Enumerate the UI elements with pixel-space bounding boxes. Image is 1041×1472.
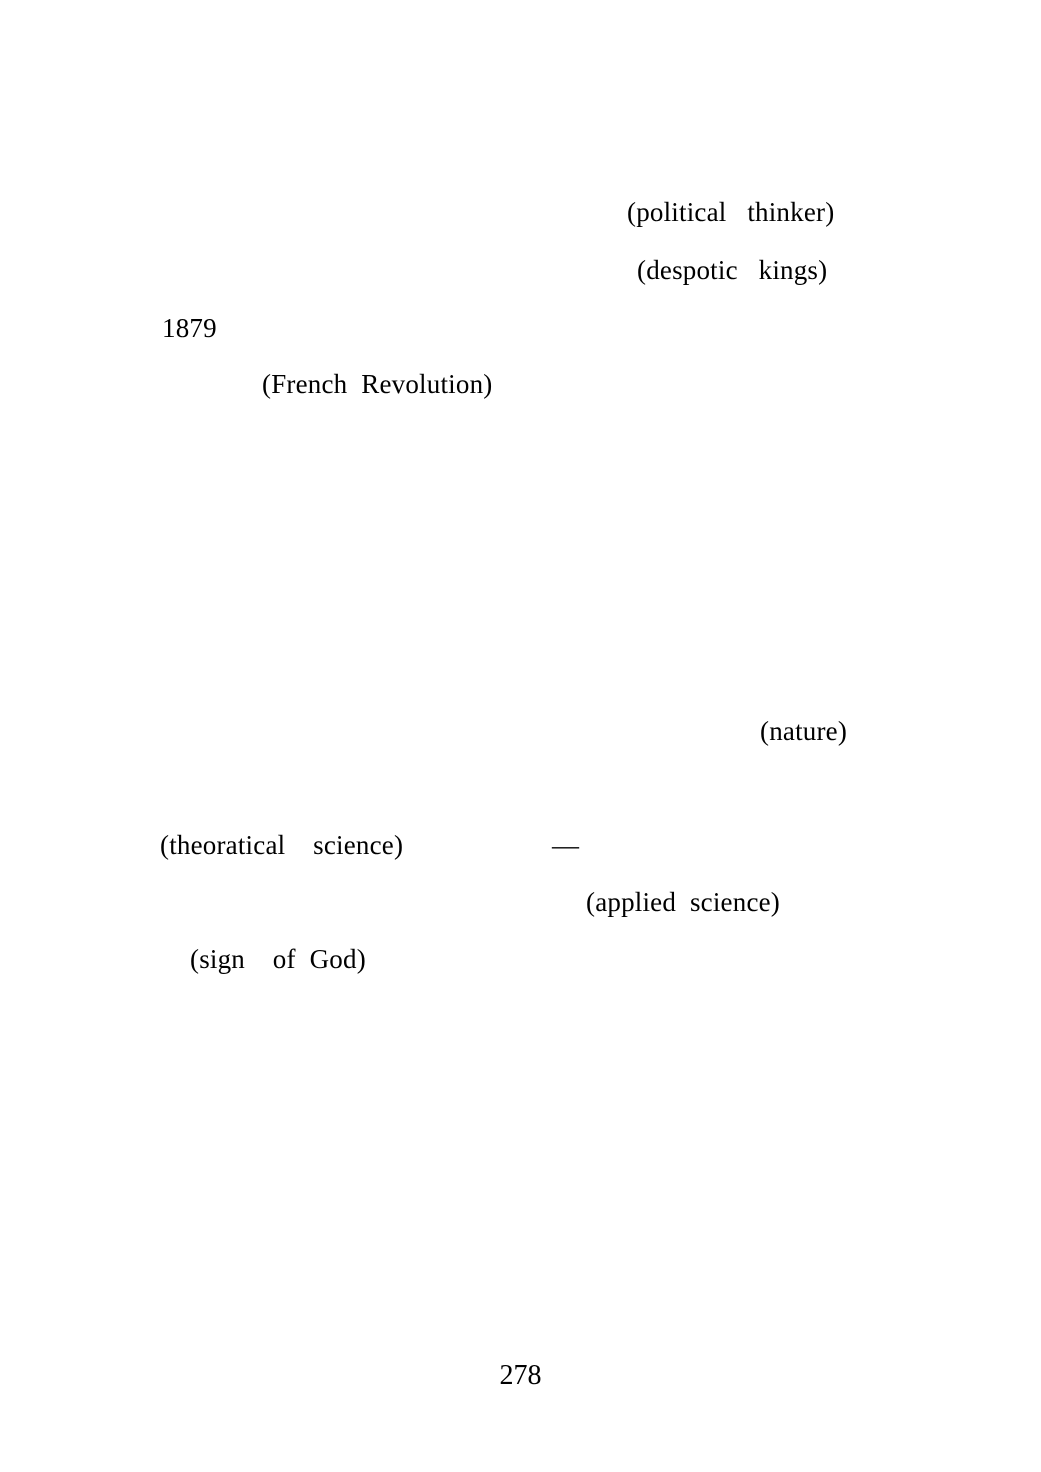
page-number: 278 [499, 1360, 542, 1391]
text-political-thinker: (political thinker) [627, 197, 835, 227]
text-nature: (nature) [760, 716, 848, 746]
text-french-revolution: (French Revolution) [262, 369, 493, 399]
text-theoretical-science: (theoratical science) [160, 830, 404, 860]
text-year: 1879 [162, 313, 217, 343]
text-despotic-kings: (despotic kings) [637, 255, 828, 285]
text-dash: — [552, 830, 580, 860]
text-sign-of-god: (sign of God) [190, 944, 366, 974]
text-applied-science: (applied science) [586, 887, 780, 917]
